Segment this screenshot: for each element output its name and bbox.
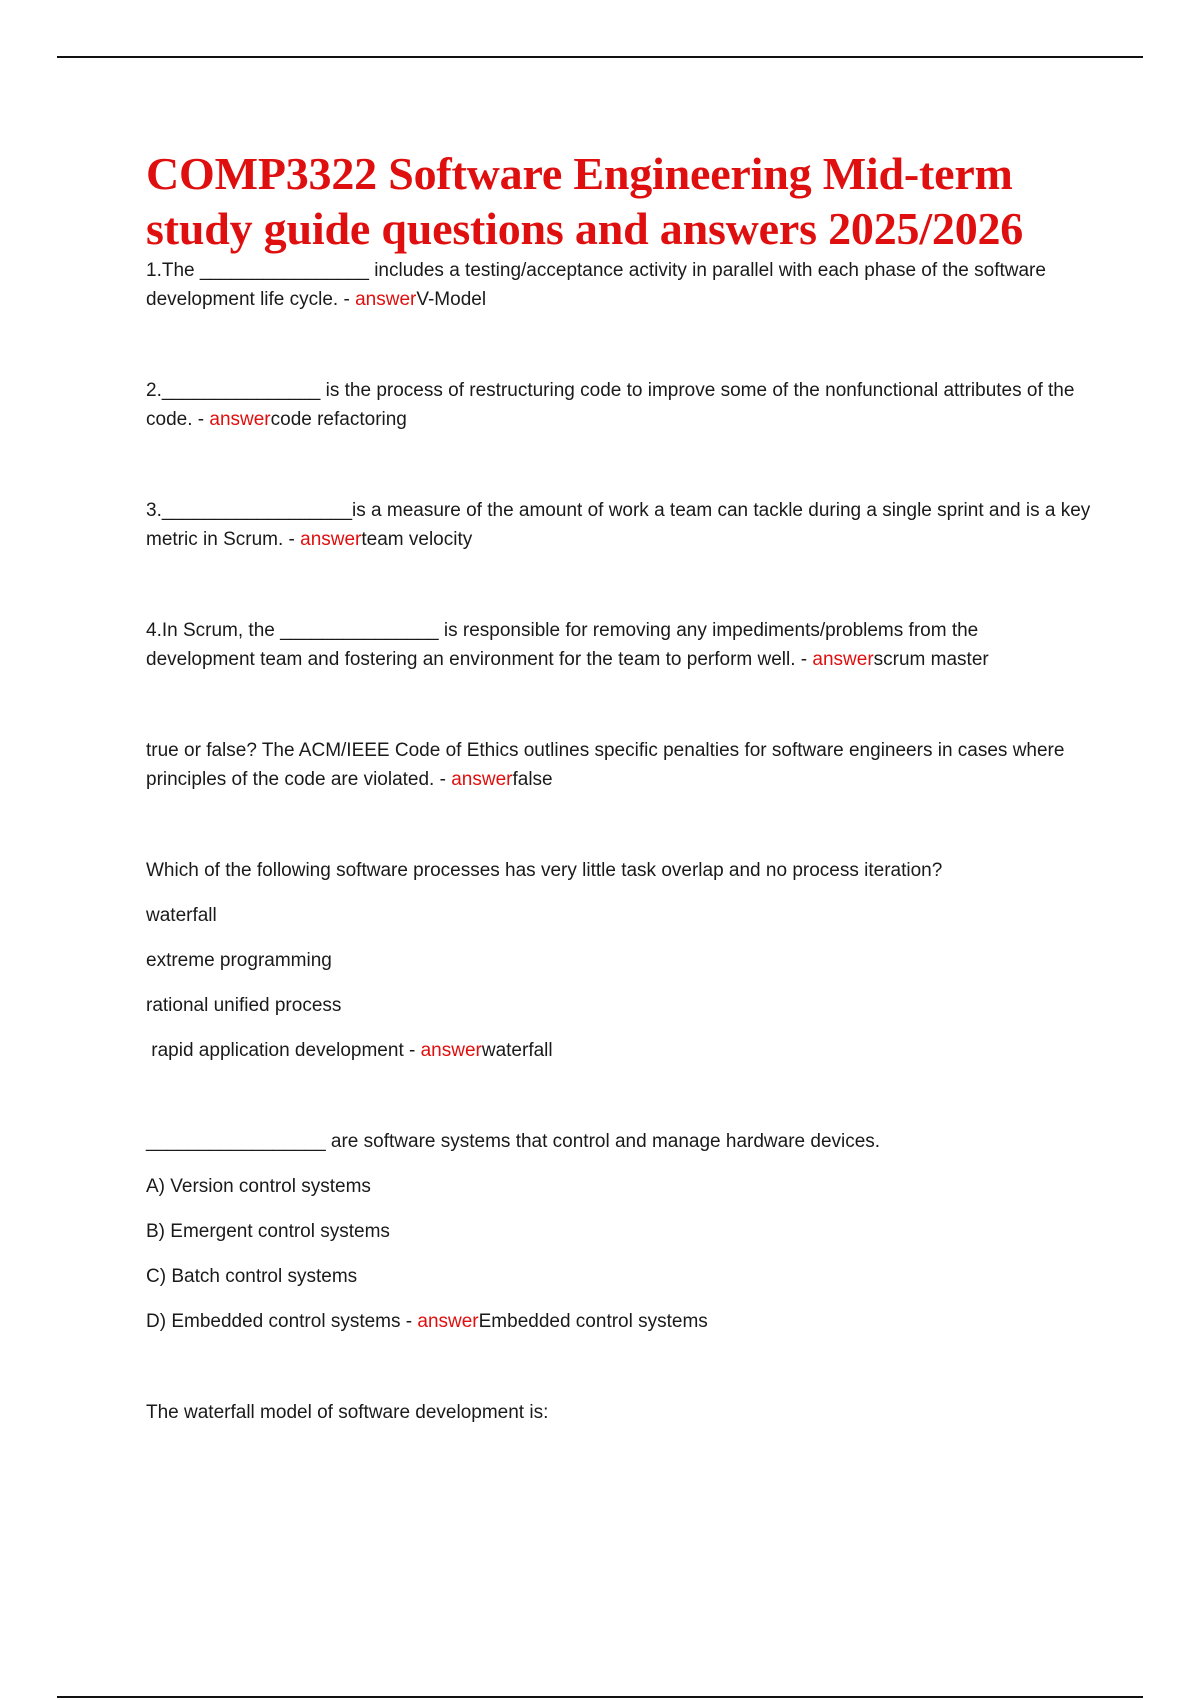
question-text: 1.The ________________ includes a testing/acceptance activity in parallel with each phase of the software development life cycle. - [146,260,1046,310]
final-question: The waterfall model of software development is: [146,1402,549,1423]
question-5 [146,736,1091,794]
answer-marker: answer [300,529,362,550]
bottom-rule [57,1696,1143,1698]
mc2-question: _________________ are software systems that control and manage hardware devices. [146,1131,881,1152]
answer-text: waterfall [481,1040,553,1061]
answer-text: false [512,769,553,790]
mc2-option-a: A) Version control systems [146,1176,371,1197]
option-text: rapid application development - [146,1040,421,1061]
answer-marker: answer [451,769,513,790]
title-line-2: study guide questions and answers 2025/2026 [146,203,1024,254]
title-line-1: COMP3322 Software Engineering Mid-term [146,148,1013,199]
answer-text: V-Model [416,289,487,310]
question-3 [146,496,1091,554]
question-text: true or false? The ACM/IEEE Code of Ethics outlines specific penalties for software engineers in cases where principles of the code are violated. - [146,740,1065,790]
mc1-option-1: waterfall [146,905,217,926]
mc2-option-b: B) Emergent control systems [146,1221,390,1242]
mc1-option-4 [146,1036,1091,1065]
answer-text: Embedded control systems [478,1311,708,1332]
document-page [146,146,1091,1427]
answer-text: code refactoring [270,409,407,430]
mc1-option-3: rational unified process [146,995,342,1016]
mc2-option-c: C) Batch control systems [146,1266,358,1287]
top-rule [57,56,1143,58]
answer-marker: answer [417,1311,479,1332]
answer-marker: answer [209,409,271,430]
question-text: 2._______________ is the process of restructuring code to improve some of the nonfunctional attributes of the code. - [146,380,1075,430]
question-2 [146,376,1091,434]
answer-marker: answer [355,289,417,310]
answer-text: team velocity [361,529,473,550]
option-text: D) Embedded control systems - [146,1311,418,1332]
mc1-option-2: extreme programming [146,950,332,971]
mc1-question: Which of the following software processes has very little task overlap and no process iteration? [146,860,943,881]
document-title [146,146,1091,256]
question-text: 3.__________________is a measure of the amount of work a team can tackle during a single sprint and is a key metric in Scrum. - [146,500,1091,550]
answer-text: scrum master [873,649,989,670]
question-4 [146,616,1091,674]
question-text: 4.In Scrum, the _______________ is responsible for removing any impediments/problems from the development team and fostering an environment for the team to perform well. - [146,620,979,670]
answer-marker: answer [420,1040,482,1061]
question-1 [146,256,1091,314]
answer-marker: answer [812,649,874,670]
mc2-option-d [146,1307,1091,1336]
